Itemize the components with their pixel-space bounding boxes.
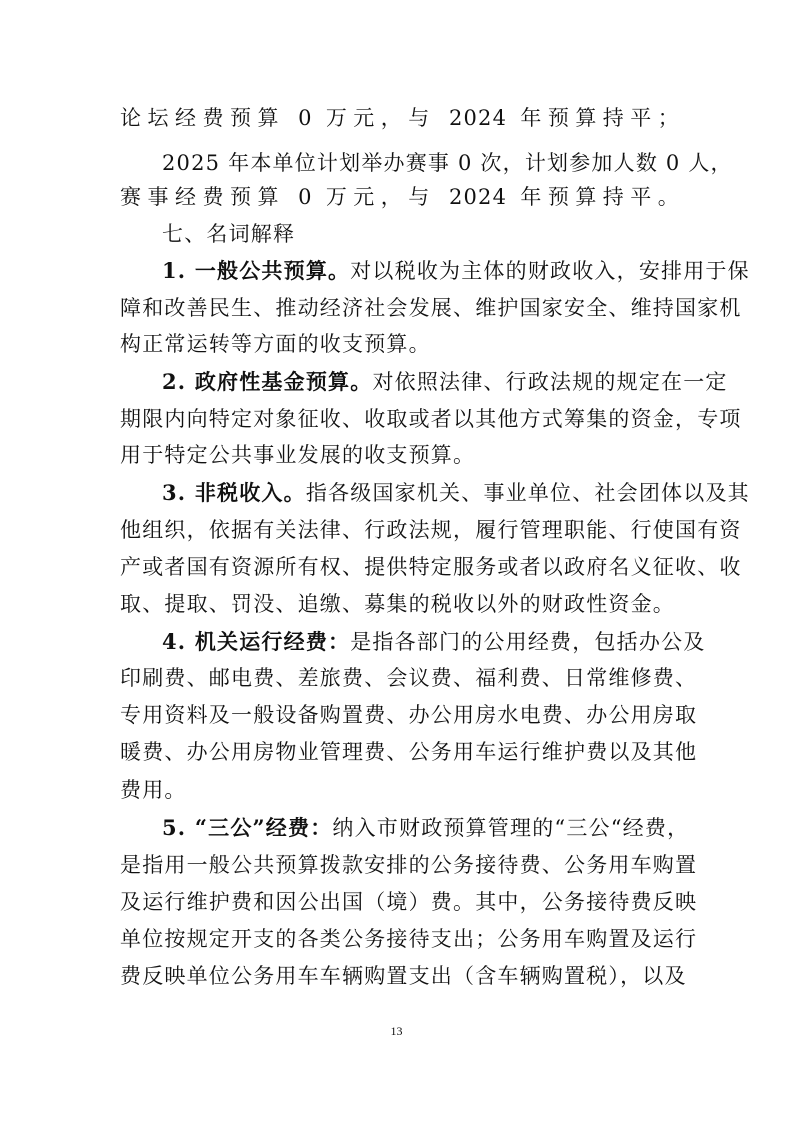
text-line <box>162 148 733 178</box>
text-line <box>120 329 680 359</box>
section-heading-text: 七、名词解释 <box>162 222 296 246</box>
text-line <box>120 775 680 805</box>
text-line <box>120 663 698 693</box>
text-line <box>120 737 698 767</box>
line-text: 2025 年本单位计划举办赛事 0 次，计划参加人数 0 人， <box>162 151 733 175</box>
term-definition: 对以税收为主体的财政收入，安排用于保 <box>350 259 750 283</box>
line-text: 论坛经费预算 0 万元，与 2024 年预算持平； <box>120 106 680 130</box>
text-line <box>120 850 698 880</box>
line-text: 期限内向特定对象征收、收取或者以其他方式筹集的资金，专项 <box>120 407 742 431</box>
line-text: 产或者国有资源所有权、提供特定服务或者以政府名义征收、收 <box>120 555 742 579</box>
line-text: 是指用一般公共预算拨款安排的公务接待费、公务用车购置 <box>120 853 698 877</box>
term-title: 5. “三公”经费： <box>162 815 333 840</box>
line-text: 费反映单位公务用车车辆购置支出（含车辆购置税），以及 <box>120 964 687 988</box>
line-text: 印刷费、邮电费、差旅费、会议费、福利费、日常维修费、 <box>120 666 698 690</box>
text-line <box>120 440 680 470</box>
line-text: 取、提取、罚没、追缴、募集的税收以外的财政性资金。 <box>120 592 675 616</box>
term-line <box>162 256 750 286</box>
text-line <box>120 293 742 323</box>
text-line <box>120 515 742 545</box>
term-line <box>162 478 750 508</box>
line-text: 用于特定公共事业发展的收支预算。 <box>120 443 476 467</box>
term-definition: 指各级国家机关、事业单位、社会团体以及其 <box>305 481 750 505</box>
line-text: 赛事经费预算 0 万元，与 2024 年预算持平。 <box>120 185 680 209</box>
page-number: 13 <box>390 1024 403 1038</box>
term-definition: 纳入市财政预算管理的“三公“经费， <box>332 816 690 840</box>
text-line <box>120 103 680 133</box>
line-text: 障和改善民生、推动经济社会发展、维护国家安全、维持国家机 <box>120 296 742 320</box>
term-line <box>162 367 728 397</box>
term-title: 2. 政府性基金预算。 <box>162 369 373 394</box>
text-line <box>120 887 698 917</box>
line-text: 专用资料及一般设备购置费、办公用房水电费、办公用房取 <box>120 703 698 727</box>
line-text: 暖费、办公用房物业管理费、公务用车运行维护费以及其他 <box>120 740 698 764</box>
line-text: 费用。 <box>120 778 187 802</box>
term-definition: 对依照法律、行政法规的规定在一定 <box>372 370 728 394</box>
text-line <box>120 924 698 954</box>
text-line <box>120 589 680 619</box>
term-line <box>162 627 706 657</box>
line-text: 他组织，依据有关法律、行政法规，履行管理职能、行使国有资 <box>120 518 742 542</box>
term-title: 1. 一般公共预算。 <box>162 258 351 283</box>
text-line <box>120 552 742 582</box>
line-text: 单位按规定开支的各类公务接待支出；公务用车购置及运行 <box>120 927 698 951</box>
section-heading <box>162 219 680 249</box>
term-line <box>162 813 690 843</box>
line-text: 及运行维护费和因公出国（境）费。其中，公务接待费反映 <box>120 890 698 914</box>
term-title: 3. 非税收入。 <box>162 480 306 505</box>
text-line <box>120 182 680 212</box>
line-text: 构正常运转等方面的收支预算。 <box>120 332 431 356</box>
text-line <box>120 961 687 991</box>
term-title: 4. 机关运行经费： <box>162 629 351 654</box>
text-line <box>120 700 698 730</box>
text-line <box>120 404 742 434</box>
term-definition: 是指各部门的公用经费，包括办公及 <box>350 630 706 654</box>
